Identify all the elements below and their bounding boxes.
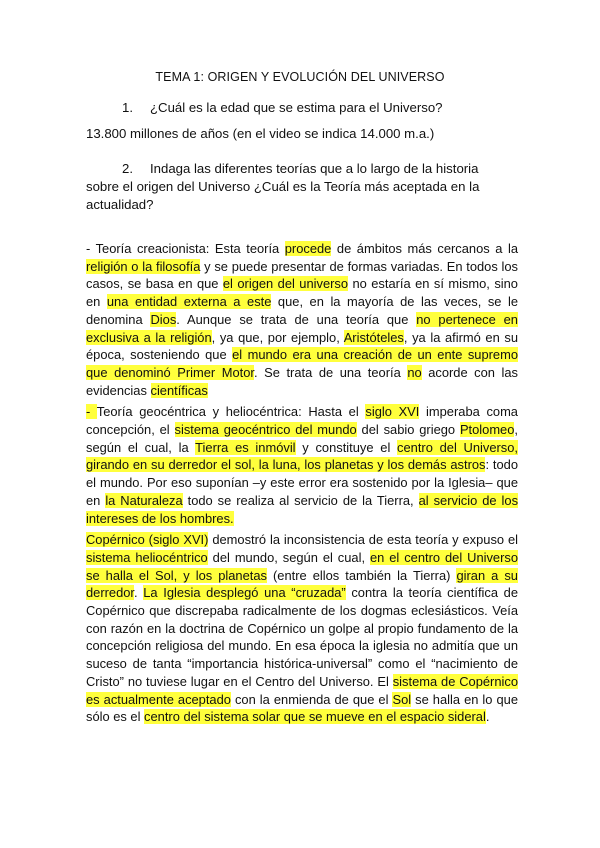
text-run: que, en la mayoría de las veces, se le denomina xyxy=(86,294,519,327)
highlighted-text: religión o la filosofía xyxy=(86,258,201,274)
highlighted-text: sistema heliocéntrico xyxy=(86,549,208,565)
question-2-number: 2. xyxy=(122,161,133,176)
text-run: con la enmienda de que el xyxy=(230,691,393,707)
text-run: todo se realiza al servicio de la Tierra, xyxy=(182,492,419,508)
highlighted-text: centro del Universo, girando en su derredor el sol, la luna, los planetas y los demás astros xyxy=(86,439,519,473)
highlighted-text: centro del sistema solar que se mueve en el espacio sideral xyxy=(144,709,486,725)
text-run: (entre ellos también la Tierra) xyxy=(266,567,457,583)
text-run: y constituye el xyxy=(295,439,398,455)
question-2 xyxy=(122,160,478,178)
question-1-number: 1. xyxy=(122,100,133,115)
text-run: . xyxy=(485,709,490,725)
text-run: Teoría geocéntrica y heliocéntrica: Hasta el xyxy=(96,404,366,420)
text-run: demostró la inconsistencia de esta teoría y expuso el xyxy=(208,532,518,548)
highlighted-text: al servicio de los intereses de los hombres. xyxy=(86,492,519,526)
text-run: , ya la afirmó en su época, sosteniendo que xyxy=(86,329,518,363)
text-run: acorde con las evidencias xyxy=(86,364,519,398)
highlighted-text: Copérnico (siglo XVI) xyxy=(86,532,209,548)
highlighted-text: sistema de Copérnico es actualmente aceptado xyxy=(86,673,518,707)
highlighted-text: científicas xyxy=(150,382,208,398)
text-run: , según el cual, la xyxy=(86,422,518,455)
paragraph-creacionista xyxy=(86,240,518,399)
highlighted-text: no pertenece en exclusiva a la religión xyxy=(86,311,518,345)
highlighted-text: el mundo era una creación de un ente supremo que denominó Primer Motor xyxy=(86,347,518,380)
paragraph-geocentrica xyxy=(86,403,518,527)
highlighted-text: La Iglesia desplegó una “cruzada” xyxy=(143,585,346,601)
highlighted-text: siglo XVI xyxy=(365,404,420,420)
text-run: no estaría en sí mismo, sino en xyxy=(86,276,518,310)
text-run: del sabio griego xyxy=(356,422,460,438)
text-run: se halla en lo que sólo es el xyxy=(86,691,519,725)
question-2-line-3: actualidad? xyxy=(86,197,154,212)
highlighted-text: Aristóteles xyxy=(343,329,404,345)
highlighted-text: Dios xyxy=(150,311,177,327)
question-2-line-1: Indaga las diferentes teorías que a lo largo de la historia xyxy=(150,161,479,176)
document-body xyxy=(86,240,518,730)
page-title: TEMA 1: ORIGEN Y EVOLUCIÓN DEL UNIVERSO xyxy=(155,70,445,84)
text-run: : todo el mundo. Por eso suponían –y este error era sostenido por la Iglesia– que en xyxy=(86,457,518,508)
highlighted-text: Tierra es inmóvil xyxy=(195,439,296,455)
text-run: . Aunque se trata de una teoría que xyxy=(176,311,417,327)
text-run: - Teoría creacionista: Esta teoría xyxy=(86,241,285,256)
answer-1: 13.800 millones de años (en el video se indica 14.000 m.a.) xyxy=(86,126,435,141)
text-run: imperaba coma concepción, el xyxy=(86,404,518,438)
highlighted-text: procede xyxy=(284,241,332,256)
question-1 xyxy=(122,99,442,117)
question-1-text: ¿Cuál es la edad que se estima para el Universo? xyxy=(150,100,443,115)
text-run: y se puede presentar de formas variadas. En todos los casos, se basa en que xyxy=(86,258,519,292)
highlighted-text: el origen del universo xyxy=(222,276,349,292)
highlighted-text: Sol xyxy=(392,691,412,707)
highlighted-text: Ptolomeo xyxy=(459,422,515,438)
highlighted-text: - xyxy=(86,404,97,420)
paragraph-copernico xyxy=(86,531,518,726)
highlighted-text: una entidad externa a este xyxy=(106,294,272,310)
text-run: . Se trata de una teoría xyxy=(254,364,408,380)
highlighted-text: en el centro del Universo se halla el Sol, y los planetas xyxy=(86,549,518,583)
highlighted-text: no xyxy=(407,364,422,380)
highlighted-text: sistema geocéntrico del mundo xyxy=(174,422,357,438)
text-run: , ya que, por ejemplo, xyxy=(211,329,344,345)
text-run: de ámbitos más cercanos a la xyxy=(331,241,518,256)
highlighted-text: la Naturaleza xyxy=(105,492,183,508)
text-run: contra la teoría científica de Copérnico que discrepaba radicalmente de los dogmas eclesiásticos. Veía con razón en la doctrina de Copérnico un golpe al propio fundamento de la concepción religiosa del mundo. En esa época la iglesia no admitía que un suceso de tanta “importancia histórica-universal” como el “nacimiento de Cristo” no tuviese lugar en el Centro del Universo. El xyxy=(86,585,518,689)
highlighted-text: giran a su derredor xyxy=(86,567,518,601)
text-run: . xyxy=(134,585,144,601)
text-run: del mundo, según el cual, xyxy=(207,549,370,565)
question-2-line-2: sobre el origen del Universo ¿Cuál es la Teoría más aceptada en la xyxy=(86,179,480,194)
